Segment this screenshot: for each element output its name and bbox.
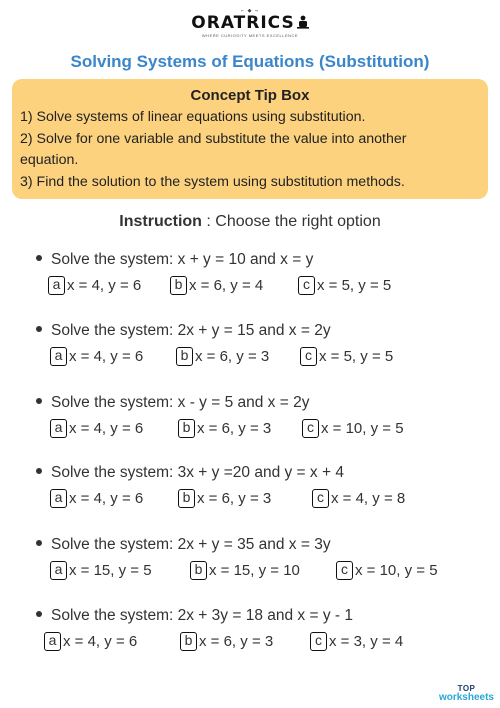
option-a[interactable] [50,561,152,581]
option-text: x = 6, y = 3 [197,490,272,507]
question-4 [36,463,486,511]
option-text: x = 6, y = 3 [195,348,270,365]
option-letter-box: b [180,632,197,651]
question-1 [36,250,486,298]
option-letter-box: a [50,419,67,438]
bullet-icon [36,398,42,404]
tip-line: equation. [20,152,79,168]
option-c[interactable] [310,632,403,652]
option-b[interactable] [176,347,269,367]
teacher-icon [297,15,309,29]
option-letter-box: a [48,276,65,295]
question-prompt: Solve the system: x - y = 5 and x = 2y [51,394,310,411]
bullet-icon [36,255,42,261]
question-prompt: Solve the system: 2x + 3y = 18 and x = y - 1 [51,607,353,624]
question-prompt: Solve the system: 2x + y = 35 and x = 3y [51,536,331,553]
option-letter-box: a [44,632,61,651]
option-b[interactable] [178,489,271,509]
instruction-label: Instruction [119,213,202,230]
option-letter-box: c [310,632,327,651]
option-c[interactable] [302,419,404,439]
tip-line: 3) Find the solution to the system using substitution methods. [20,173,405,190]
option-letter-box: b [170,276,187,295]
option-text: x = 6, y = 3 [197,420,272,437]
footer-brand [439,684,494,702]
option-c[interactable] [298,276,391,296]
option-c[interactable] [312,489,405,509]
option-a[interactable] [50,347,143,367]
option-letter-box: a [50,561,67,580]
option-a[interactable] [50,419,143,439]
option-b[interactable] [190,561,300,581]
option-letter-box: a [50,347,67,366]
tip-line: 1) Solve systems of linear equations using substitution. [20,109,366,125]
option-text: x = 4, y = 6 [69,348,144,365]
tip-line: 2) Solve for one variable and substitute the value into another [20,130,407,147]
question-3 [36,393,486,441]
option-a[interactable] [50,489,143,509]
question-2 [36,321,486,369]
question-prompt: Solve the system: x + y = 10 and x = y [51,251,314,268]
page-title: Solving Systems of Equations (Substitution) [70,52,430,71]
option-text: x = 4, y = 8 [331,490,406,507]
question-5 [36,535,486,583]
logo-tagline: WHERE CURIOSITY MEETS EXCELLENCE [201,33,299,38]
option-b[interactable] [180,632,273,652]
option-letter-box: c [298,276,315,295]
footer-line-1: TOP [457,684,476,693]
option-text: x = 15, y = 10 [209,562,300,579]
option-letter-box: b [178,419,195,438]
instruction-text: Choose the right option [215,213,381,230]
bullet-icon [36,468,42,474]
instruction-separator: : [201,213,216,230]
option-letter-box: c [302,419,319,438]
option-c[interactable] [336,561,438,581]
option-a[interactable] [44,632,137,652]
option-letter-box: c [312,489,329,508]
option-a[interactable] [48,276,141,296]
option-letter-box: a [50,489,67,508]
bullet-icon [36,611,42,617]
logo-wordmark [0,14,500,33]
instruction [0,213,500,231]
question-6 [36,606,486,654]
option-text: x = 15, y = 5 [69,562,152,579]
option-b[interactable] [178,419,271,439]
logo-wordmark-text: ORATRICS [191,13,295,33]
option-text: x = 10, y = 5 [355,562,438,579]
concept-tip-box [12,79,488,199]
option-b[interactable] [170,276,263,296]
option-text: x = 4, y = 6 [63,633,138,650]
option-letter-box: b [176,347,193,366]
option-text: x = 4, y = 6 [67,277,142,294]
option-text: x = 3, y = 4 [329,633,404,650]
option-c[interactable] [300,347,393,367]
bullet-icon [36,326,42,332]
logo-cap-mark: ⌐ ◆ ¬ [241,8,259,14]
option-text: x = 5, y = 5 [319,348,394,365]
option-letter-box: b [178,489,195,508]
option-text: x = 4, y = 6 [69,420,144,437]
question-prompt: Solve the system: 2x + y = 15 and x = 2y [51,322,331,339]
option-text: x = 6, y = 3 [199,633,274,650]
bullet-icon [36,540,42,546]
option-text: x = 5, y = 5 [317,277,392,294]
option-text: x = 4, y = 6 [69,490,144,507]
footer-line-2: worksheets [438,692,494,703]
brand-logo [0,8,500,39]
option-text: x = 10, y = 5 [321,420,404,437]
tip-box-title: Concept Tip Box [190,87,310,104]
question-prompt: Solve the system: 3x + y =20 and y = x + 4 [51,464,344,481]
option-letter-box: c [300,347,317,366]
option-letter-box: b [190,561,207,580]
option-text: x = 6, y = 4 [189,277,264,294]
option-letter-box: c [336,561,353,580]
